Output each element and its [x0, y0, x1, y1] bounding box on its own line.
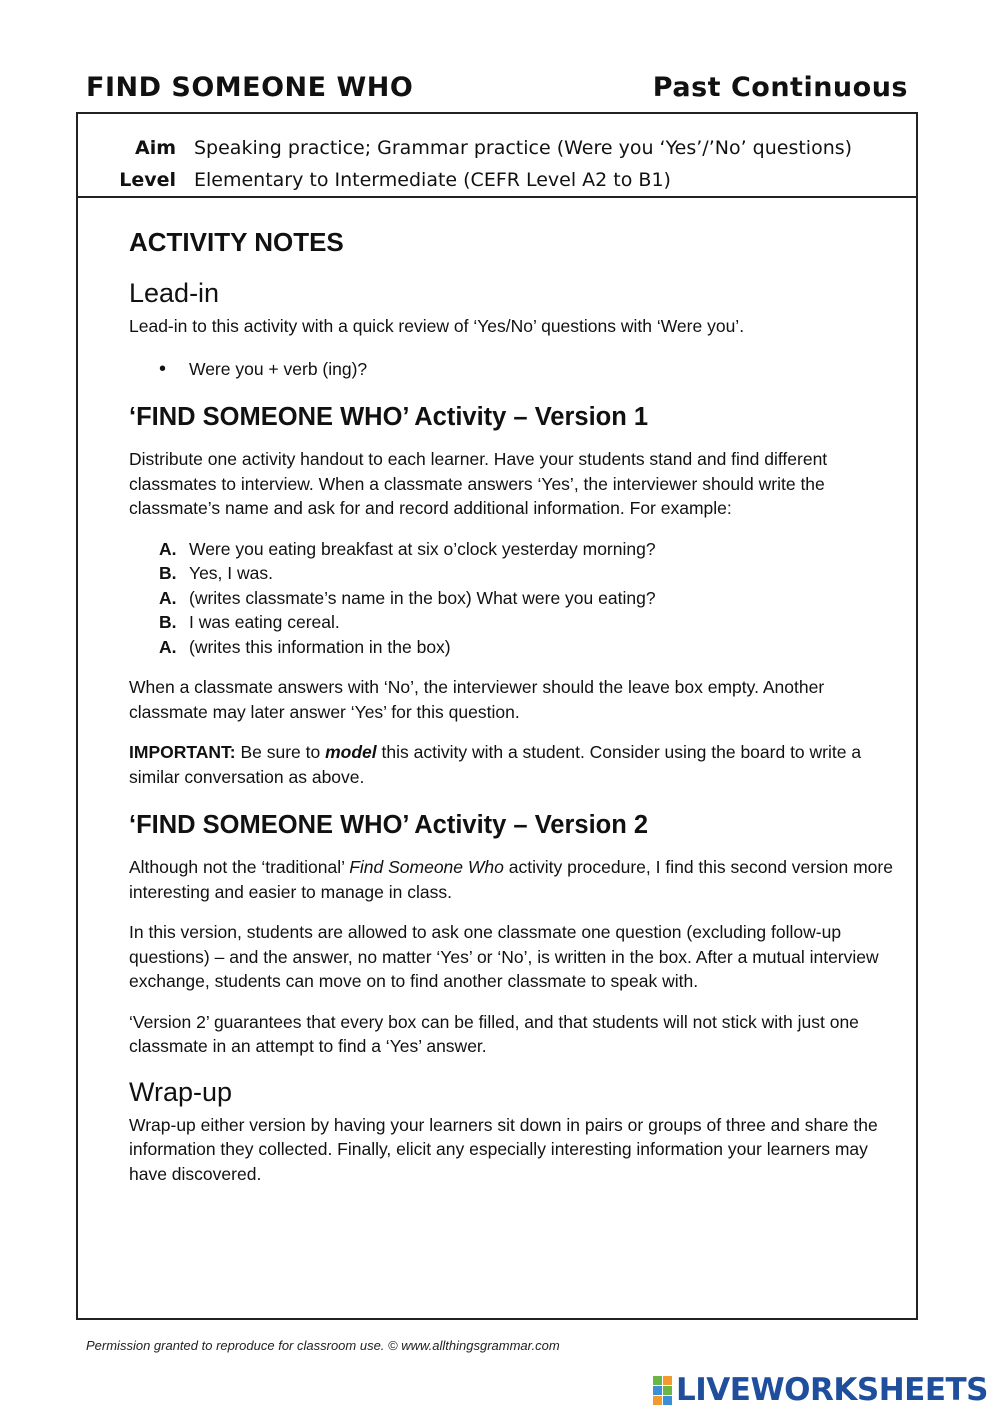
aim-value: Speaking practice; Grammar practice (Were you ‘Yes’/’No’ questions): [194, 137, 853, 159]
logo-block: [663, 1396, 672, 1405]
permission-footer: Permission granted to reproduce for classroom use. © www.allthingsgrammar.com: [86, 1338, 560, 1353]
version1-intro: Distribute one activity handout to each learner. Have your students stand and find different classmates to interview. When a classmate answers ‘Yes’, the interviewer should write the classmate’s name and ask for and record additional information. For example:: [129, 449, 828, 518]
dialogue-speaker: B.: [159, 563, 177, 583]
important-pre: Be sure to: [235, 742, 326, 762]
level-label: Level: [119, 169, 176, 191]
logo-block: [653, 1386, 662, 1395]
leadin-bullets: [159, 357, 901, 382]
important-post: this activity with a student. Consider using the board to write a similar conversation as above.: [129, 742, 862, 787]
leadin-heading: Lead-in: [129, 278, 220, 308]
dialogue-text: Were you eating breakfast at six o’clock yesterday morning?: [189, 538, 656, 559]
dialogue-text: Yes, I was.: [189, 563, 273, 583]
version2-benefit: ‘Version 2’ guarantees that every box can be filled, and that students will not stick with just one classmate in an attempt to find a ‘Yes’ answer.: [129, 1011, 859, 1056]
notes-heading: ACTIVITY NOTES: [129, 227, 344, 257]
logo-block: [653, 1376, 662, 1385]
content-frame: [76, 112, 918, 1320]
dialogue-line: [159, 610, 901, 635]
version2-heading: ‘FIND SOMEONE WHO’ Activity – Version 2: [129, 811, 649, 839]
leadin-text: Lead-in to this activity with a quick review of ‘Yes/No’ questions with ‘Were you’.: [129, 316, 745, 336]
dialogue-line: [159, 561, 901, 586]
liveworksheets-brand[interactable]: [653, 1372, 988, 1408]
worksheet-topic: Past Continuous: [652, 72, 908, 103]
v2-intro-em: Find Someone Who: [349, 857, 504, 877]
logo-block: [653, 1396, 662, 1405]
dialogue-speaker: A.: [159, 587, 177, 608]
dialogue-line: [159, 586, 901, 611]
logo-block: [663, 1386, 672, 1395]
important-emphasis: model: [325, 742, 377, 762]
brand-text: LIVEWORKSHEETS: [676, 1372, 988, 1408]
dialogue-text: I was eating cereal.: [189, 612, 340, 632]
level-row: [78, 164, 916, 196]
dialogue-speaker: A.: [159, 538, 177, 559]
aim-label: Aim: [134, 137, 176, 159]
dialogue-speaker: A.: [159, 636, 177, 657]
dialogue-speaker: B.: [159, 612, 177, 632]
v2-intro-pre: Although not the ‘traditional’: [129, 857, 350, 877]
dialogue-line: [159, 635, 901, 660]
dialogue-line: [159, 537, 901, 562]
version1-no-answer: When a classmate answers with ‘No’, the interviewer should the leave box empty. Another classmate may later answer ‘Yes’ for this question.: [129, 677, 825, 722]
meta-box: [78, 114, 916, 198]
wrapup-heading: Wrap-up: [129, 1076, 233, 1107]
version2-rules: In this version, students are allowed to ask one classmate one question (excluding follow-up questions) – and the answer, no matter ‘Yes’ or ‘No’, is written in the box. After a mutual interview exchange, students can move on to find another classmate to speak with.: [129, 922, 879, 991]
worksheet-title: FIND SOMEONE WHO: [86, 72, 414, 103]
version1-heading: ‘FIND SOMEONE WHO’ Activity – Version 1: [129, 403, 649, 431]
dialogue-text: (writes classmate’s name in the box) What were you eating?: [189, 587, 656, 608]
level-value: Elementary to Intermediate (CEFR Level A2 to B1): [194, 169, 671, 191]
wrapup-text: Wrap-up either version by having your learners sit down in pairs or groups of three and share the information they collected. Finally, elicit any especially interesting information your learners may have discovered.: [129, 1114, 878, 1184]
aim-row: [78, 132, 916, 164]
activity-notes: [129, 226, 901, 1202]
logo-block: [663, 1376, 672, 1385]
leadin-bullet: • Were you + verb (ing)?: [159, 357, 901, 382]
liveworksheets-logo-icon: [653, 1376, 672, 1405]
example-dialogue: [159, 537, 901, 660]
important-label: IMPORTANT:: [129, 742, 236, 762]
version2-intro: [129, 855, 901, 904]
v2-intro-post: activity procedure, I find this second version more interesting and easier to manage in class.: [129, 857, 893, 902]
dialogue-text: (writes this information in the box): [189, 636, 451, 657]
important-note: [129, 740, 901, 789]
